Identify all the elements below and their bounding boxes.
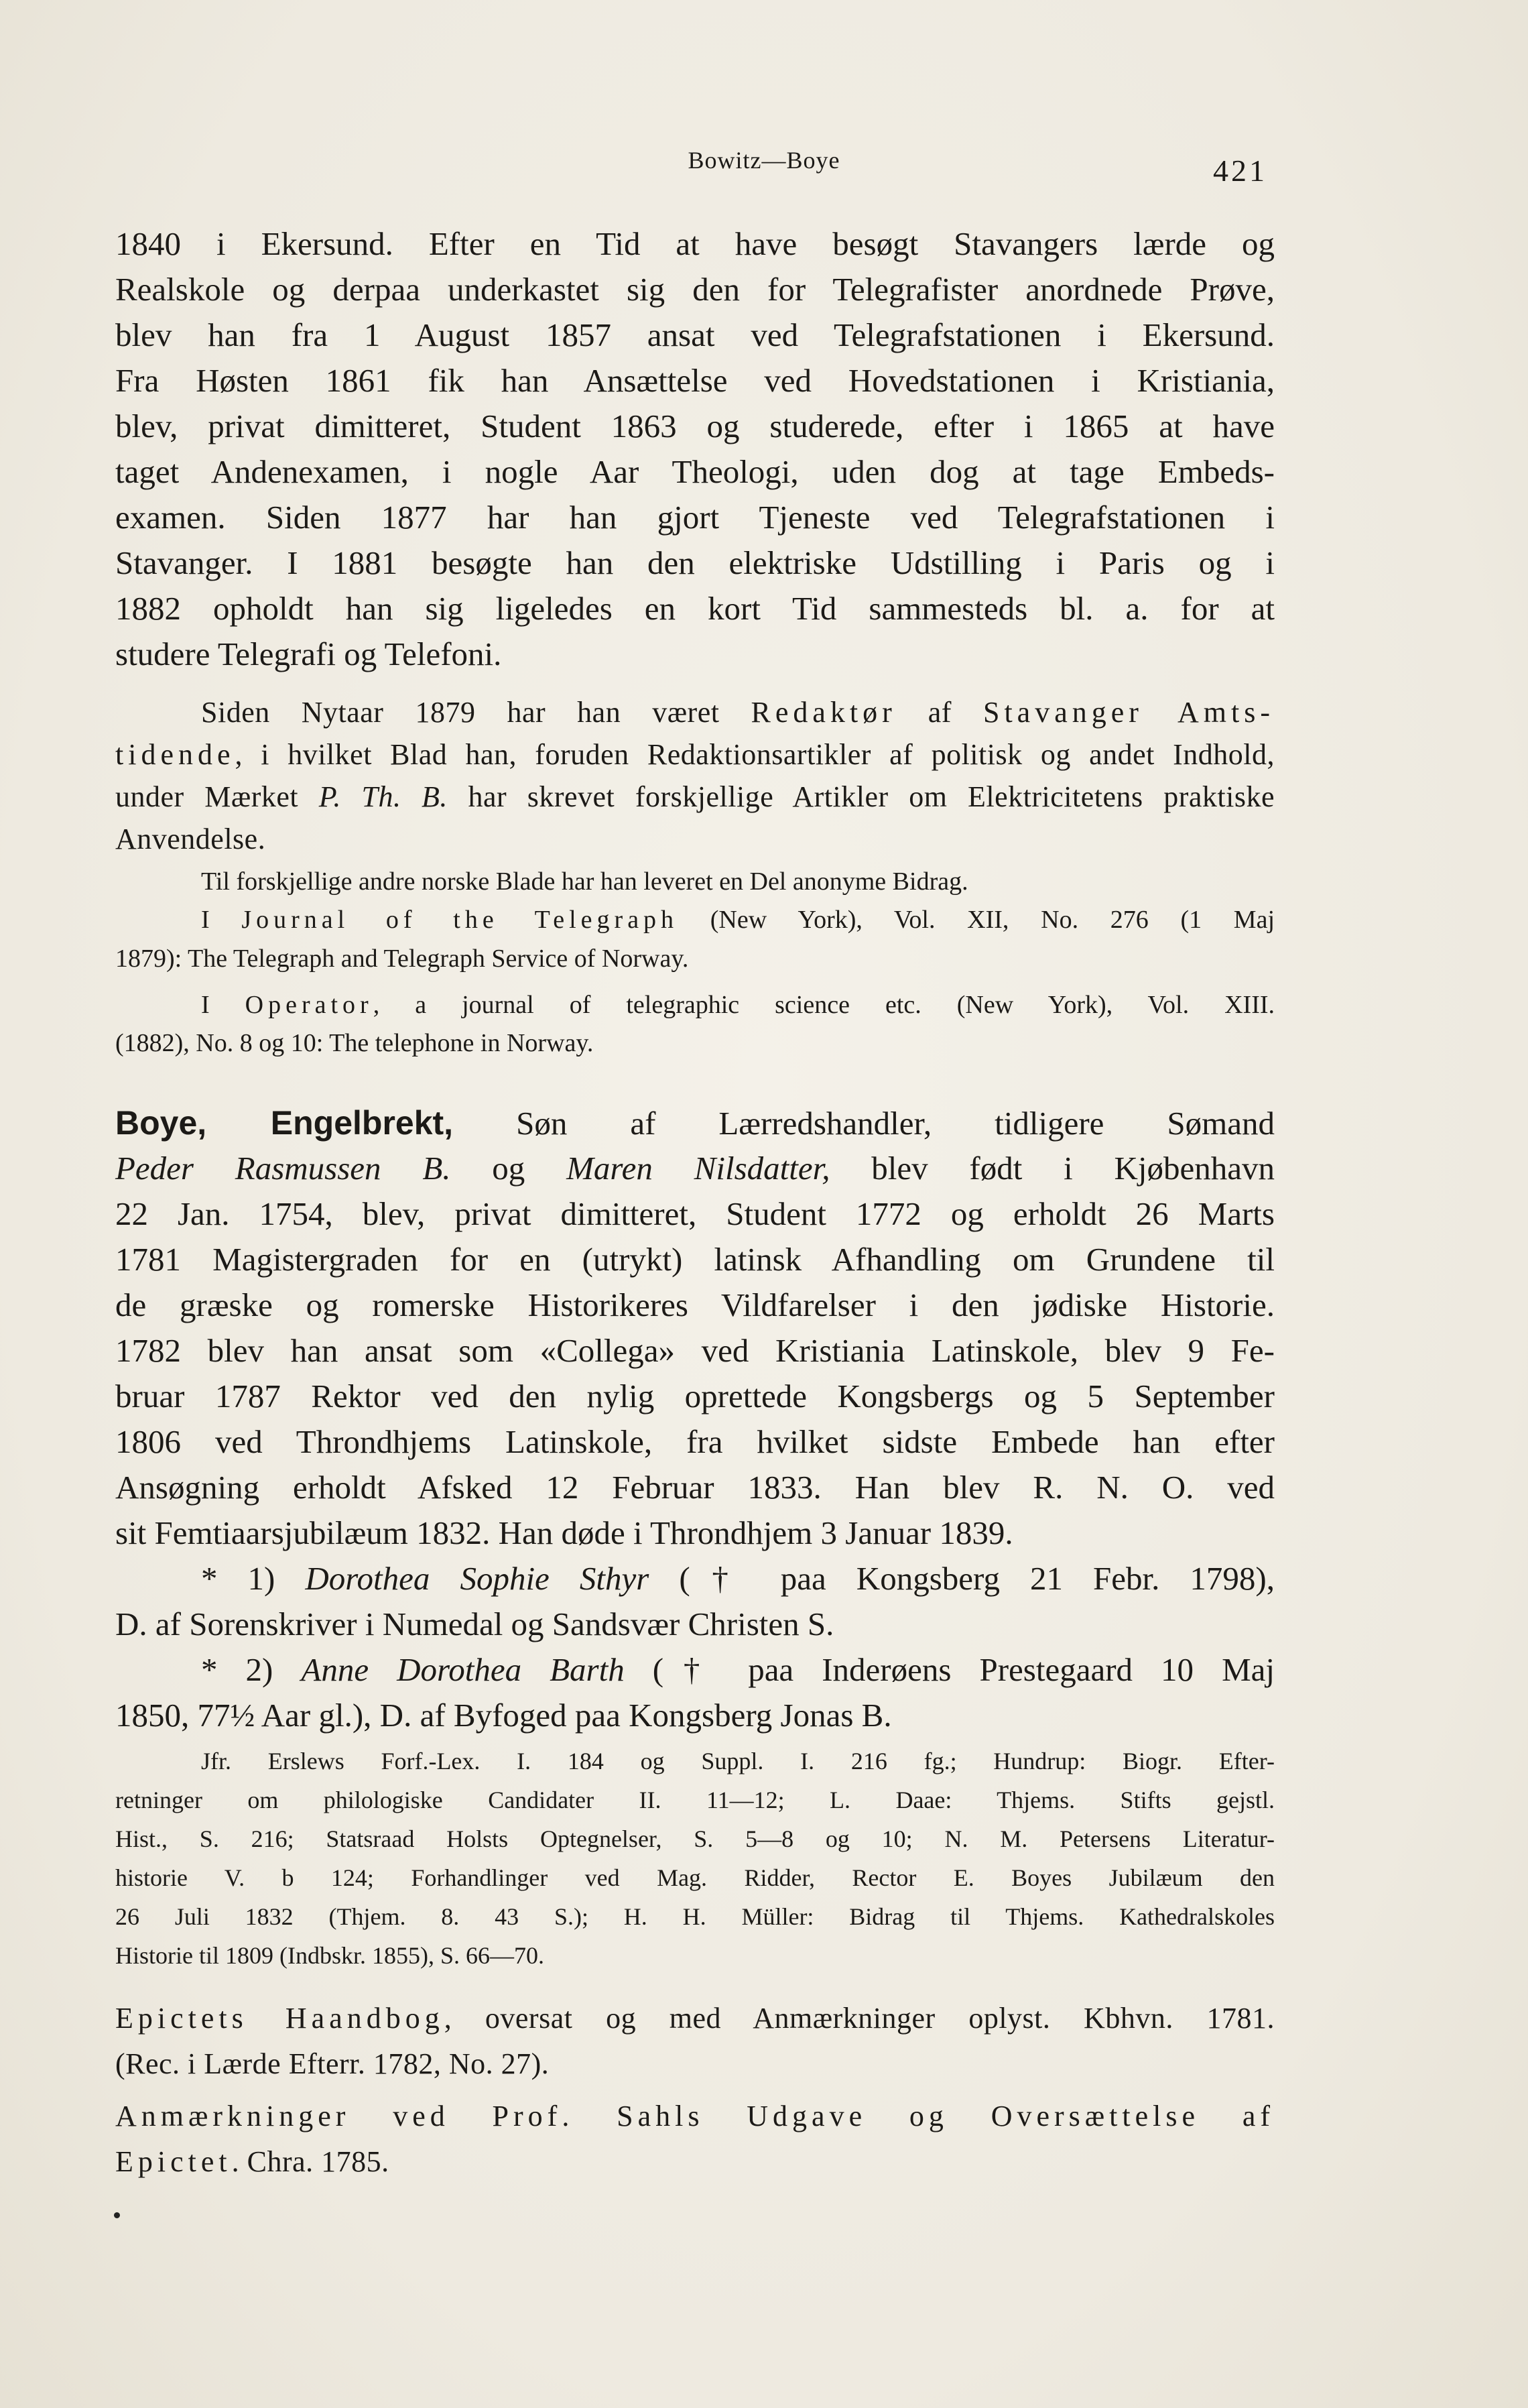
body-line: examen. Siden 1877 har han gjort Tjeneste ved Telegrafstationen i: [115, 499, 1275, 536]
body-line: D. af Sorenskriver i Numedal og Sandsvær Christen S.: [115, 1606, 834, 1642]
work-line: Epictets Haandbog, oversat og med Anmærkninger oplyst. Kbhvn. 1781.: [115, 2002, 1275, 2035]
body-line: sit Femtiaarsjubilæum 1832. Han døde i Throndhjem 3 Januar 1839.: [115, 1514, 1013, 1551]
running-header: Bowitz—Boye: [688, 147, 840, 174]
spouse-name: Dorothea Sophie Sthyr: [305, 1560, 649, 1597]
body-line: studere Telegrafi og Telefoni.: [115, 636, 502, 672]
body-line: 1850, 77½ Aar gl.), D. af Byfoged paa Kongsberg Jonas B.: [115, 1697, 892, 1734]
body-line: de græske og romerske Historikeres Vildfarelser i den jødiske Historie.: [115, 1286, 1275, 1323]
body-line: 1840 i Ekersund. Efter en Tid at have besøgt Stavangers lærde og: [115, 225, 1275, 262]
reference-line: retninger om philologiske Candidater II. 11—12; L. Daae: Thjems. Stifts gejstl.: [115, 1787, 1275, 1813]
note-line: I Journal of the Telegraph (New York), Vol. XII, No. 276 (1 Maj: [201, 906, 1275, 934]
note-line: 1879): The Telegraph and Telegraph Service of Norway.: [115, 945, 689, 973]
body-line: taget Andenexamen, i nogle Aar Theologi, uden dog at tage Embeds-: [115, 453, 1275, 490]
reference-line: historie V. b 124; Forhandlinger ved Mag. Ridder, Rector E. Boyes Jubilæum den: [115, 1864, 1275, 1891]
reference-line: Jfr. Erslews Forf.-Lex. I. 184 og Suppl. I. 216 fg.; Hundrup: Biogr. Efter-: [201, 1748, 1275, 1774]
fraktur-line: Anvendelse.: [115, 823, 266, 855]
note-line: Til forskjellige andre norske Blade har han leveret en Del anonyme Bidrag.: [201, 867, 968, 896]
work-title: Epictet: [115, 2145, 232, 2178]
work-line: (Rec. i Lærde Efterr. 1782, No. 27).: [115, 2047, 550, 2080]
body-line: blev, privat dimitteret, Student 1863 og studerede, efter i 1865 at have: [115, 408, 1275, 444]
entry-heading: Boye, Engelbrekt,: [115, 1104, 454, 1142]
work-line: Anmærkninger ved Prof. Sahls Udgave og Oversættelse af: [115, 2100, 1275, 2132]
body-line: blev han fra 1 August 1857 ansat ved Telegrafstationen i Ekersund.: [115, 316, 1275, 353]
work-line: Epictet. Chra. 1785.: [115, 2145, 389, 2178]
signature-mark: P. Th. B.: [318, 780, 448, 813]
work-title: Epictets Haandbog: [115, 2002, 444, 2035]
journal-title: Operator: [245, 991, 373, 1019]
fraktur-line: tidende, i hvilket Blad han, foruden Redaktionsartikler af politisk og andet Indhold,: [115, 738, 1275, 771]
note-line: I Operator, a journal of telegraphic science etc. (New York), Vol. XIII.: [201, 991, 1275, 1019]
spouse-name: Anne Dorothea Barth: [301, 1651, 625, 1688]
body-line: Fra Høsten 1861 fik han Ansættelse ved Hovedstationen i Kristiania,: [115, 362, 1275, 399]
body-line: Ansøgning erholdt Afsked 12 Februar 1833. Han blev R. N. O. ved: [115, 1469, 1275, 1506]
newspaper-title: tidende: [115, 738, 235, 771]
father-name: Peder Rasmussen B.: [115, 1150, 451, 1187]
marriage-line: * 1) Dorothea Sophie Sthyr († paa Kongsberg 21 Febr. 1798),: [201, 1560, 1275, 1597]
body-line: 22 Jan. 1754, blev, privat dimitteret, Student 1772 og erholdt 26 Marts: [115, 1195, 1275, 1232]
reference-line: Historie til 1809 (Indbskr. 1855), S. 66—70.: [115, 1942, 544, 1969]
reference-line: 26 Juli 1832 (Thjem. 8. 43 S.); H. H. Müller: Bidrag til Thjems. Kathedralskoles: [115, 1903, 1275, 1930]
body-line: 1782 blev han ansat som «Collega» ved Kristiania Latinskole, blev 9 Fe-: [115, 1332, 1275, 1369]
mother-name: Maren Nilsdatter,: [566, 1150, 830, 1187]
body-line: bruar 1787 Rektor ved den nylig oprettede Kongsbergs og 5 September: [115, 1378, 1275, 1414]
body-line: 1806 ved Throndhjems Latinskole, fra hvilket sidste Embede han efter: [115, 1423, 1275, 1460]
printer-mark: [114, 2212, 120, 2218]
marriage-line: * 2) Anne Dorothea Barth († paa Inderøens Prestegaard 10 Maj: [201, 1651, 1275, 1688]
body-line: 1781 Magistergraden for en (utrykt) latinsk Afhandling om Grundene til: [115, 1241, 1275, 1278]
body-line: Stavanger. I 1881 besøgte han den elektriske Udstilling i Paris og i: [115, 544, 1275, 581]
entry-first-line: Boye, Engelbrekt, Søn af Lærredshandler, tidligere Sømand: [115, 1104, 1275, 1142]
body-line: 1882 opholdt han sig ligeledes en kort Tid sammesteds bl. a. for at: [115, 590, 1275, 627]
spaced-word: Redaktør: [751, 696, 897, 729]
body-line: Peder Rasmussen B. og Maren Nilsdatter, blev født i Kjøbenhavn: [115, 1150, 1275, 1187]
fraktur-line: under Mærket P. Th. B. har skrevet forskjellige Artikler om Elektricitetens praktiske: [115, 780, 1275, 813]
journal-title: Journal of the Telegraph: [241, 906, 679, 934]
note-line: (1882), No. 8 og 10: The telephone in Norway.: [115, 1029, 594, 1057]
fraktur-line: Siden Nytaar 1879 har han været Redaktør af Stavanger Amts-: [201, 696, 1275, 729]
page-number: 421: [1213, 154, 1267, 188]
reference-line: Hist., S. 216; Statsraad Holsts Optegnelser, S. 5—8 og 10; N. M. Petersens Literatur-: [115, 1825, 1275, 1852]
body-line: Realskole og derpaa underkastet sig den for Telegrafister anordnede Prøve,: [115, 271, 1275, 308]
newspaper-title: Stavanger Amts-: [982, 696, 1275, 729]
